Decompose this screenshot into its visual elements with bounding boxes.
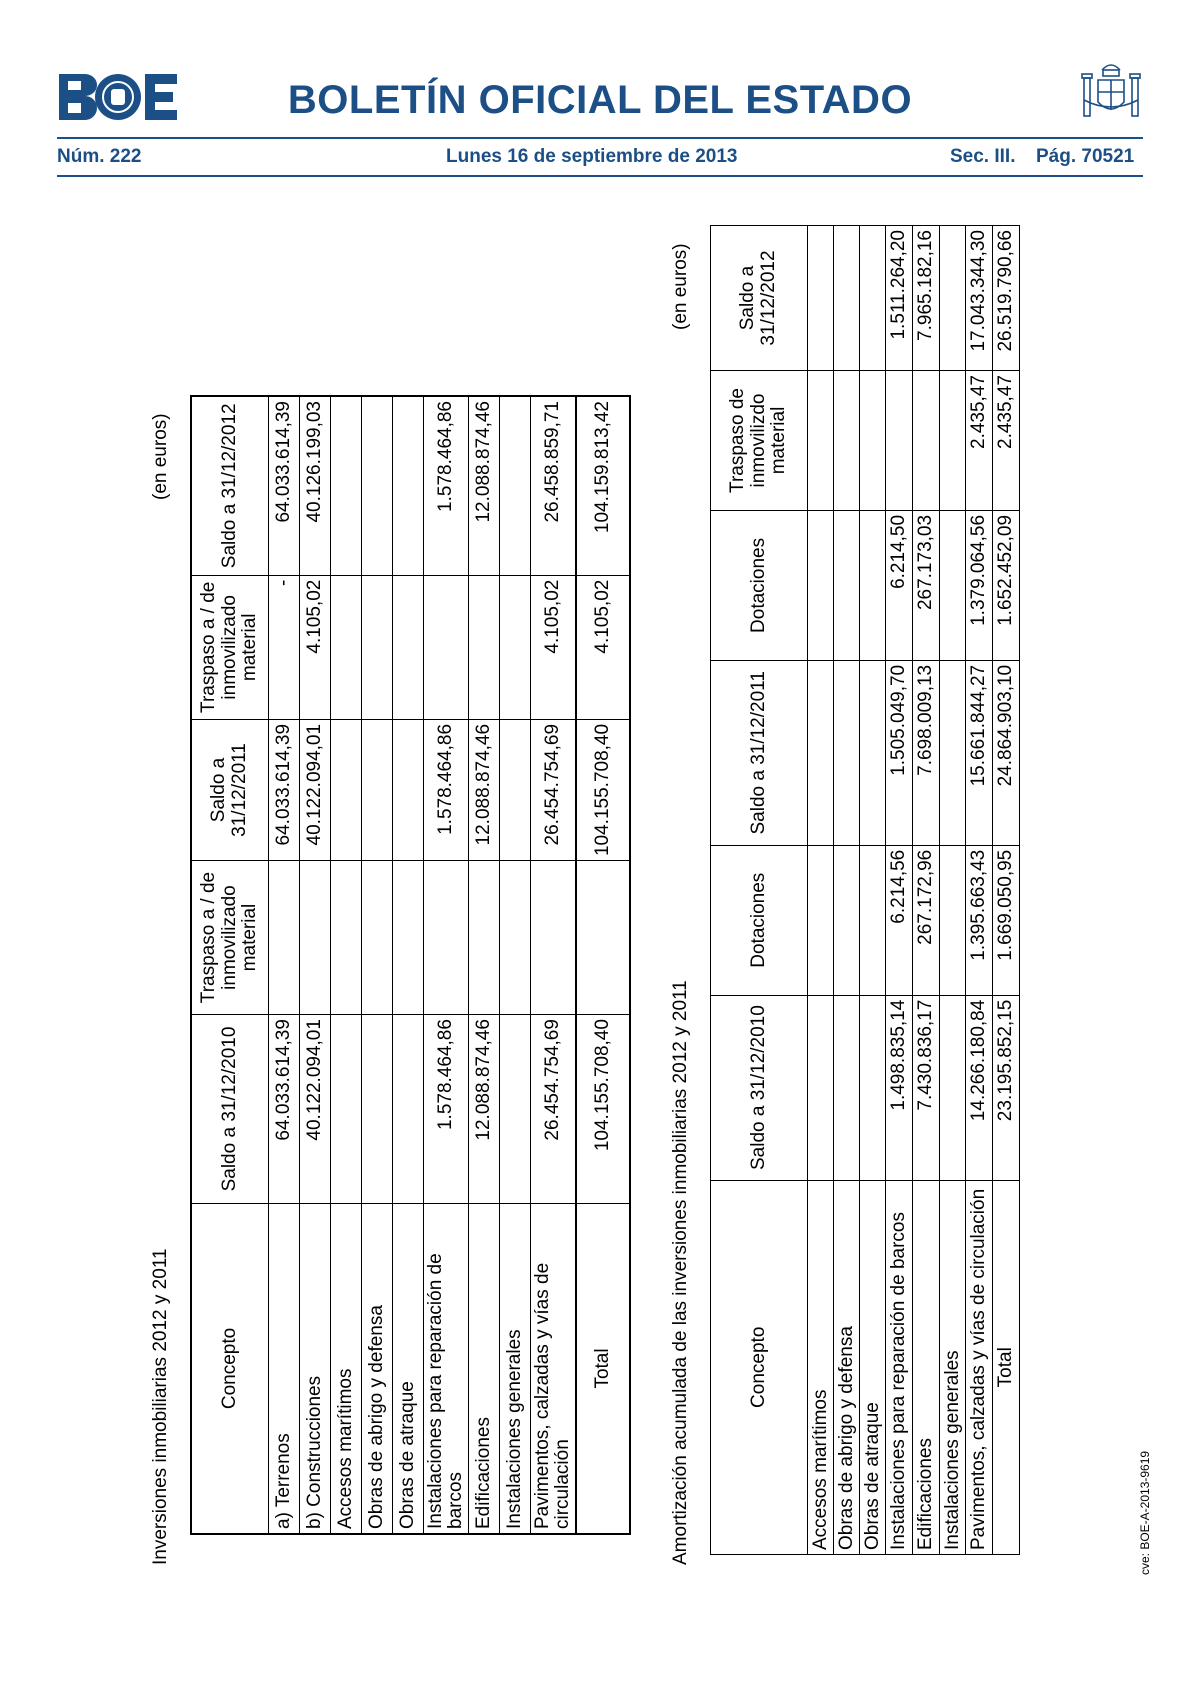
cell-value: 64.033.614,39	[269, 719, 300, 860]
table-row	[966, 226, 993, 1555]
cell-value	[860, 660, 886, 845]
cell-value	[499, 861, 530, 1015]
table-row	[362, 396, 393, 1534]
table-row	[393, 396, 424, 1534]
rotated-content	[150, 230, 1030, 1565]
table-row	[499, 396, 530, 1534]
cell-value	[424, 575, 469, 719]
row-label: Instalaciones generales	[499, 1203, 530, 1534]
cell-value	[362, 1015, 393, 1204]
cell-value: 1.578.464,86	[424, 719, 469, 860]
cell-value	[331, 861, 362, 1015]
row-label: Edificaciones	[913, 1180, 940, 1554]
cell-value: 23.195.852,15	[993, 995, 1020, 1180]
cell-value: 1.498.835,14	[886, 995, 913, 1180]
column-header: Concepto	[711, 1180, 808, 1554]
cell-value	[940, 660, 966, 845]
cell-value	[808, 510, 834, 660]
cell-value: 1.379.064,56	[966, 510, 993, 660]
cell-value	[808, 226, 834, 371]
cell-value	[886, 371, 913, 511]
cell-value: 1.652.452,09	[993, 510, 1020, 660]
cell-value: 26.454.754,69	[530, 719, 575, 860]
cell-value	[808, 995, 834, 1180]
row-label: Obras de abrigo y defensa	[834, 1180, 860, 1554]
cell-value: 15.661.844,27	[966, 660, 993, 845]
cell-value	[940, 226, 966, 371]
column-header: Traspaso de inmovilizdo material	[711, 371, 808, 511]
cell-value: 26.519.790,66	[993, 226, 1020, 371]
row-label: Obras de atraque	[393, 1203, 424, 1534]
cell-value	[834, 226, 860, 371]
cell-value	[362, 861, 393, 1015]
cell-value: 26.458.859,71	[530, 396, 575, 575]
issue-date: Lunes 16 de septiembre de 2013	[446, 146, 738, 167]
cell-value	[331, 1015, 362, 1204]
cell-value: 14.266.180,84	[966, 995, 993, 1180]
cell-value: 7.965.182,16	[913, 226, 940, 371]
row-label: Accesos marítimos	[808, 1180, 834, 1554]
cell-value: 64.033.614,39	[269, 1015, 300, 1204]
cell-value: 12.088.874,46	[468, 719, 499, 860]
cell-value: 4.105,02	[576, 575, 630, 719]
cell-value	[468, 861, 499, 1015]
row-label: a) Terrenos	[269, 1203, 300, 1534]
cell-value	[530, 861, 575, 1015]
row-label: Accesos marítimos	[331, 1203, 362, 1534]
cell-value: 104.155.708,40	[576, 1015, 630, 1204]
row-label: b) Construcciones	[300, 1203, 331, 1534]
cell-value: 1.505.049,70	[886, 660, 913, 845]
cell-value	[499, 575, 530, 719]
cell-value	[834, 371, 860, 511]
table-row	[331, 396, 362, 1534]
column-header: Traspaso a / de inmovilizado material	[191, 861, 269, 1015]
cell-value	[940, 371, 966, 511]
cell-value	[331, 719, 362, 860]
cell-value: 1.511.264,20	[886, 226, 913, 371]
cell-value	[331, 396, 362, 575]
table-row	[300, 396, 331, 1534]
table-row	[886, 226, 913, 1555]
cell-value: 4.105,02	[300, 575, 331, 719]
cell-value	[940, 995, 966, 1180]
table-row	[468, 396, 499, 1534]
cell-value	[424, 861, 469, 1015]
cell-value: 12.088.874,46	[468, 1015, 499, 1204]
page-title: BOLETÍN OFICIAL DEL ESTADO	[287, 78, 913, 122]
cell-value: 1.578.464,86	[424, 396, 469, 575]
total-row	[576, 396, 630, 1534]
cell-value	[468, 575, 499, 719]
cell-value: 1.669.050,95	[993, 845, 1020, 995]
total-row	[993, 226, 1020, 1555]
spain-coat-of-arms-icon	[1080, 60, 1142, 126]
column-header: Concepto	[191, 1203, 269, 1534]
table-row	[269, 396, 300, 1534]
cve-code: cve: BOE-A-2013-9619	[1138, 1450, 1152, 1575]
table-row	[860, 226, 886, 1555]
cell-value	[362, 575, 393, 719]
cell-value	[499, 719, 530, 860]
cell-value	[393, 1015, 424, 1204]
cell-value	[940, 510, 966, 660]
cell-value: 6.214,56	[886, 845, 913, 995]
table1-unit: (en euros)	[150, 413, 171, 500]
cell-value: 7.430.836,17	[913, 995, 940, 1180]
cell-value	[834, 995, 860, 1180]
cell-value: 104.159.813,42	[576, 396, 630, 575]
cell-value	[808, 660, 834, 845]
cell-value	[860, 995, 886, 1180]
cell-value	[834, 845, 860, 995]
column-header: Dotaciones	[711, 845, 808, 995]
cell-value	[913, 371, 940, 511]
cell-value	[940, 845, 966, 995]
cell-value	[499, 1015, 530, 1204]
table-row	[424, 396, 469, 1534]
cell-value	[269, 861, 300, 1015]
cell-value	[362, 396, 393, 575]
investments-table	[190, 395, 631, 1535]
row-label: Pavimentos, calzadas y vías de circulación	[530, 1203, 575, 1534]
table-row	[913, 226, 940, 1555]
table-row	[940, 226, 966, 1555]
table-row	[834, 226, 860, 1555]
cell-value	[834, 510, 860, 660]
cell-value	[331, 575, 362, 719]
row-label: Obras de abrigo y defensa	[362, 1203, 393, 1534]
row-label: Instalaciones generales	[940, 1180, 966, 1554]
cell-value: 26.454.754,69	[530, 1015, 575, 1204]
table2-unit: (en euros)	[670, 243, 691, 330]
issue-number: Núm. 222	[57, 146, 142, 167]
amortization-table	[710, 225, 1020, 1555]
cell-value	[808, 845, 834, 995]
cell-value: 1.578.464,86	[424, 1015, 469, 1204]
cell-value	[860, 226, 886, 371]
row-label: Instalaciones para reparación de barcos	[886, 1180, 913, 1554]
section-label: Sec. III.	[950, 146, 1016, 167]
page-number: Pág. 70521	[1036, 146, 1135, 167]
header-rule-bottom	[57, 175, 1143, 177]
cell-value	[860, 371, 886, 511]
column-header: Dotaciones	[711, 510, 808, 660]
cell-value: 2.435,47	[966, 371, 993, 511]
table-row	[808, 226, 834, 1555]
cell-value: -	[269, 575, 300, 719]
column-header: Saldo a 31/12/2010	[711, 995, 808, 1180]
cell-value: 6.214,50	[886, 510, 913, 660]
column-header: Saldo a 31/12/2012	[191, 396, 269, 575]
cell-value	[393, 719, 424, 860]
cell-value	[362, 719, 393, 860]
table2-caption: Amortización acumulada de las inversiones inmobiliarias 2012 y 2011	[670, 980, 691, 1565]
table-row	[530, 396, 575, 1534]
cell-value: 104.155.708,40	[576, 719, 630, 860]
cell-value	[393, 396, 424, 575]
cell-value: 2.435,47	[993, 371, 1020, 511]
cell-value: 267.173,03	[913, 510, 940, 660]
row-label: Instalaciones para reparación de barcos	[424, 1203, 469, 1534]
table1-caption: Inversiones inmobiliarias 2012 y 2011	[150, 1248, 171, 1565]
row-label: Total	[993, 1180, 1020, 1554]
cell-value: 24.864.903,10	[993, 660, 1020, 845]
cell-value	[576, 861, 630, 1015]
row-label: Total	[576, 1203, 630, 1534]
cell-value: 4.105,02	[530, 575, 575, 719]
cell-value	[393, 575, 424, 719]
cell-value: 64.033.614,39	[269, 396, 300, 575]
cell-value: 40.122.094,01	[300, 719, 331, 860]
cell-value	[499, 396, 530, 575]
cell-value: 40.126.199,03	[300, 396, 331, 575]
column-header: Saldo a 31/12/2012	[711, 226, 808, 371]
header-rule-top	[57, 137, 1143, 139]
cell-value: 40.122.094,01	[300, 1015, 331, 1204]
row-label: Pavimentos, calzadas y vías de circulación	[966, 1180, 993, 1554]
column-header: Traspaso a / de inmovilizado material	[191, 575, 269, 719]
boe-logo-icon	[57, 72, 179, 122]
cell-value: 17.043.344,30	[966, 226, 993, 371]
row-label: Obras de atraque	[860, 1180, 886, 1554]
cell-value: 1.395.663,43	[966, 845, 993, 995]
cell-value	[860, 510, 886, 660]
cell-value: 7.698.009,13	[913, 660, 940, 845]
cell-value	[393, 861, 424, 1015]
cell-value: 12.088.874,46	[468, 396, 499, 575]
cell-value	[860, 845, 886, 995]
row-label: Edificaciones	[468, 1203, 499, 1534]
cell-value: 267.172,96	[913, 845, 940, 995]
column-header: Saldo a 31/12/2010	[191, 1015, 269, 1204]
column-header: Saldo a 31/12/2011	[191, 719, 269, 860]
column-header: Saldo a 31/12/2011	[711, 660, 808, 845]
cell-value	[834, 660, 860, 845]
cell-value	[808, 371, 834, 511]
cell-value	[300, 861, 331, 1015]
